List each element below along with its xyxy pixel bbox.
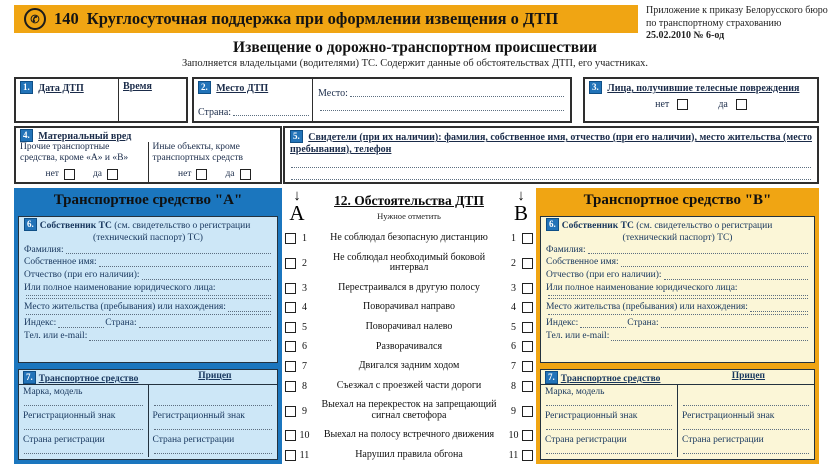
checkbox-a-8[interactable] bbox=[285, 381, 296, 392]
legal-entity-field-2-b[interactable] bbox=[548, 298, 808, 299]
damage-other-vehicles-label: Прочие транспортные средства, кроме «А» и «В» bbox=[20, 142, 129, 163]
address-field-2-a[interactable] bbox=[26, 314, 271, 315]
row-text: Выехал на полосу встречного движения bbox=[323, 429, 495, 441]
vehicle-a-header: Транспортное средство "А" bbox=[53, 192, 243, 208]
make-field-b[interactable] bbox=[546, 404, 672, 406]
owner-panel-b bbox=[540, 216, 815, 363]
vehicle-b-column bbox=[536, 188, 819, 464]
legal-entity-label-b: Или полное наименование юридического лица: bbox=[546, 283, 738, 294]
owner-note-b: (см. свидетельство о регистрации bbox=[636, 221, 773, 231]
reg-country-field-b[interactable] bbox=[546, 452, 672, 454]
section-6-badge-b: 6. bbox=[546, 218, 559, 231]
checkbox-b-3[interactable] bbox=[522, 283, 533, 294]
injuries-label: Лица, получившие телесные повреждения bbox=[607, 83, 800, 94]
circumstance-row-2 bbox=[285, 253, 533, 275]
circumstance-row-9 bbox=[285, 400, 533, 422]
make-field-a[interactable] bbox=[24, 404, 143, 406]
legal-entity-label-a: Или полное наименование юридического лица: bbox=[24, 283, 216, 294]
checkbox-damage-vehicles-no[interactable] bbox=[64, 169, 75, 180]
section-6-badge-a: 6. bbox=[24, 218, 37, 231]
injuries-yes-label: да bbox=[718, 99, 728, 110]
trailer-make-field-b[interactable] bbox=[683, 404, 809, 406]
make-label-a: Марка, модель bbox=[23, 387, 83, 397]
checkbox-b-2[interactable] bbox=[522, 258, 533, 269]
place-field-2[interactable] bbox=[320, 110, 564, 111]
patronymic-field-a[interactable] bbox=[142, 279, 271, 280]
trailer-spacer-a bbox=[153, 387, 274, 398]
address-label-b: Место жительства (пребывания) или нахождения: bbox=[546, 302, 748, 313]
checkbox-a-2[interactable] bbox=[285, 258, 296, 269]
circumstance-row-6 bbox=[285, 341, 533, 352]
make-label-b: Марка, модель bbox=[545, 387, 605, 397]
section-material-damage bbox=[14, 126, 282, 184]
address-field-2-b[interactable] bbox=[548, 314, 808, 315]
section-3-badge: 3. bbox=[589, 81, 602, 94]
damage-other-objects-label: Иные объекты, кроме транспортных средств bbox=[152, 142, 243, 163]
row-num: 4 bbox=[511, 302, 516, 314]
row-text: Не соблюдал необходимый боковой интервал bbox=[332, 251, 486, 274]
row-num: 3 bbox=[302, 282, 307, 294]
damage-vehicles-no-label: нет bbox=[45, 169, 59, 180]
support-banner bbox=[14, 5, 638, 33]
trailer-spacer-b bbox=[682, 387, 810, 398]
row-text: Выехал на перекресток на запрещающий сигнал светофора bbox=[321, 399, 497, 422]
row-text: Двигался задним ходом bbox=[358, 360, 460, 372]
annex-note bbox=[646, 5, 828, 43]
column-letter-a: А bbox=[289, 201, 305, 225]
row-text: Нарушил правила обгона bbox=[355, 449, 463, 461]
checkbox-b-4[interactable] bbox=[522, 302, 533, 313]
owner-country-field-b[interactable] bbox=[661, 327, 808, 328]
plate-field-b[interactable] bbox=[546, 428, 672, 430]
checkbox-a-9[interactable] bbox=[285, 406, 296, 417]
checkbox-a-5[interactable] bbox=[285, 322, 296, 333]
row-num: 3 bbox=[511, 282, 516, 294]
circumstance-row-10 bbox=[285, 430, 533, 441]
trailer-plate-field-b[interactable] bbox=[683, 428, 809, 430]
plate-label-b: Регистрационный знак bbox=[545, 411, 638, 422]
row-num: 1 bbox=[302, 233, 307, 244]
name-label-a: Собственное имя: bbox=[24, 257, 97, 268]
owner-note2-a: (технический паспорт) ТС) bbox=[93, 232, 203, 243]
trailer-country-label-b: Страна регистрации bbox=[682, 435, 764, 446]
arrow-down-icon-a: ↓ bbox=[293, 188, 301, 204]
address-label-a: Место жительства (пребывания) или нахождения: bbox=[24, 302, 226, 313]
row-num: 8 bbox=[302, 380, 307, 392]
name-field-a[interactable] bbox=[99, 266, 271, 267]
section-witnesses bbox=[283, 126, 819, 184]
surname-field-b[interactable] bbox=[588, 253, 808, 254]
owner-country-field-a[interactable] bbox=[139, 327, 271, 328]
owner-title-b: Собственник ТС bbox=[561, 221, 634, 231]
owner-panel-a bbox=[18, 216, 278, 363]
patronymic-field-b[interactable] bbox=[664, 279, 808, 280]
checkbox-damage-vehicles-yes[interactable] bbox=[107, 169, 118, 180]
time-cell[interactable] bbox=[118, 79, 186, 121]
circumstance-row-11 bbox=[285, 450, 533, 461]
damage-vehicles-yes-label: да bbox=[92, 169, 102, 180]
row-num: 1 bbox=[511, 233, 516, 244]
damage-objects-yes-label: да bbox=[225, 169, 235, 180]
column-letter-b: В bbox=[513, 201, 528, 225]
row-num: 9 bbox=[511, 405, 516, 417]
index-field-a[interactable] bbox=[58, 327, 104, 328]
reg-country-label-a: Страна регистрации bbox=[23, 435, 105, 446]
checkbox-b-10[interactable] bbox=[522, 430, 533, 441]
vehicle-panel-b bbox=[540, 369, 815, 460]
support-phone-number: 140 bbox=[54, 9, 79, 28]
row-text: Разворачивался bbox=[375, 340, 443, 352]
row-text: Перестраивался в другую полосу bbox=[338, 281, 480, 293]
date-label: Дата ДТП bbox=[38, 83, 84, 94]
row-num: 8 bbox=[511, 380, 516, 392]
checkbox-injuries-no[interactable] bbox=[677, 99, 688, 110]
checkbox-b-7[interactable] bbox=[522, 361, 533, 372]
row-num: 5 bbox=[511, 321, 516, 333]
country-label: Страна: bbox=[198, 107, 232, 118]
row-num: 6 bbox=[511, 341, 516, 353]
trailer-plate-label-b: Регистрационный знак bbox=[682, 411, 775, 422]
circumstances-list bbox=[285, 233, 533, 464]
row-num: 11 bbox=[508, 449, 519, 461]
owner-country-label-a: Страна: bbox=[105, 318, 137, 329]
circumstances-column bbox=[282, 188, 536, 464]
checkbox-a-7[interactable] bbox=[285, 361, 296, 372]
surname-field-a[interactable] bbox=[66, 253, 271, 254]
reg-country-label-b: Страна регистрации bbox=[545, 435, 627, 446]
checkbox-a-1[interactable] bbox=[285, 233, 296, 244]
plate-label-a: Регистрационный знак bbox=[23, 411, 116, 422]
plate-field-a[interactable] bbox=[24, 428, 143, 430]
row-text: Не соблюдал безопасную дистанцию bbox=[330, 232, 488, 244]
place-dtp-label: Место ДТП bbox=[216, 83, 269, 94]
row-num: 9 bbox=[302, 405, 307, 417]
checkbox-a-11[interactable] bbox=[285, 450, 296, 461]
witnesses-title: Свидетели (при их наличии): фамилия, собственное имя, отчество (при его наличии), место жительства (место пребывания), телефон bbox=[290, 132, 812, 155]
annex-line-1: Приложение к приказу Белорусского бюро по bbox=[646, 5, 828, 29]
owner-note-a: (см. свидетельство о регистрации bbox=[114, 221, 251, 231]
phone-icon: ✆ bbox=[24, 8, 46, 30]
index-label-a: Индекс: bbox=[24, 318, 57, 329]
witnesses-field-1[interactable] bbox=[291, 156, 811, 168]
phone-label-a: Тел. или e-mail: bbox=[24, 330, 88, 341]
damage-title: Материальный вред bbox=[38, 131, 132, 142]
circumstance-row-3 bbox=[285, 283, 533, 294]
annex-line-2: транспортному страхованию bbox=[658, 17, 782, 29]
circumstance-row-8 bbox=[285, 381, 533, 392]
place-label: Место: bbox=[318, 87, 348, 99]
row-num: 7 bbox=[302, 361, 307, 373]
section-7-badge-b: 7. bbox=[545, 371, 558, 384]
vehicle-title-a: Транспортное средство bbox=[38, 374, 139, 384]
owner-note2-b: (технический паспорт) ТС) bbox=[622, 232, 733, 243]
trailer-country-field-a[interactable] bbox=[154, 452, 273, 454]
checkbox-a-4[interactable] bbox=[285, 302, 296, 313]
index-field-b[interactable] bbox=[580, 327, 626, 328]
row-num: 7 bbox=[511, 361, 516, 373]
section-place bbox=[192, 77, 572, 123]
checkbox-a-10[interactable] bbox=[285, 430, 296, 441]
section-injuries bbox=[583, 77, 819, 123]
vehicle-a-column bbox=[14, 188, 282, 464]
circumstance-row-7 bbox=[285, 361, 533, 372]
row-text: Поворачивал налево bbox=[365, 321, 453, 332]
phone-field-a[interactable] bbox=[89, 340, 271, 341]
checkbox-b-11[interactable] bbox=[522, 450, 533, 461]
address-field-a[interactable] bbox=[228, 311, 271, 312]
trailer-title-b: Прицеп bbox=[731, 371, 766, 381]
phone-label-b: Тел. или e-mail: bbox=[546, 330, 610, 341]
legal-entity-field-2-a[interactable] bbox=[26, 298, 271, 299]
checkbox-b-6[interactable] bbox=[522, 341, 533, 352]
checkbox-a-3[interactable] bbox=[285, 283, 296, 294]
section-date-time bbox=[14, 77, 188, 123]
checkbox-damage-objects-no[interactable] bbox=[196, 169, 207, 180]
reg-country-field-a[interactable] bbox=[24, 452, 143, 454]
row-num: 6 bbox=[302, 341, 307, 353]
circumstances-hint: Нужное отметить bbox=[377, 211, 441, 221]
section-2-badge: 2. bbox=[198, 81, 211, 94]
form-subtitle: Заполняется владельцами (водителями) ТС. Содержит данные об обстоятельствах ДТП, его участниках. bbox=[182, 58, 648, 69]
damage-objects-no-label: нет bbox=[177, 169, 192, 180]
row-num: 10 bbox=[508, 430, 519, 442]
section-1-badge: 1. bbox=[20, 81, 33, 94]
name-field-b[interactable] bbox=[621, 266, 808, 267]
place-field[interactable] bbox=[350, 96, 564, 97]
circumstances-title: 12. Обстоятельства ДТП bbox=[334, 193, 484, 208]
patronymic-label-b: Отчество (при его наличии): bbox=[546, 270, 662, 281]
trailer-title-a: Прицеп bbox=[198, 371, 232, 381]
checkbox-b-8[interactable] bbox=[522, 381, 533, 392]
checkbox-a-6[interactable] bbox=[285, 341, 296, 352]
injuries-no-label: нет bbox=[655, 99, 670, 110]
checkbox-b-9[interactable] bbox=[522, 406, 533, 417]
phone-field-b[interactable] bbox=[611, 340, 808, 341]
circumstance-row-4 bbox=[285, 302, 533, 313]
row-num: 10 bbox=[299, 430, 310, 442]
row-num: 5 bbox=[302, 321, 307, 333]
owner-country-label-b: Страна: bbox=[627, 318, 659, 329]
vehicle-b-header: Транспортное средство "В" bbox=[583, 192, 772, 208]
section-7-badge-a: 7. bbox=[23, 371, 36, 384]
section-5-badge: 5. bbox=[290, 130, 303, 143]
legal-entity-field-1-a[interactable] bbox=[26, 295, 271, 296]
legal-entity-field-1-b[interactable] bbox=[548, 295, 808, 296]
country-field[interactable] bbox=[233, 115, 309, 116]
row-text: Съезжал с проезжей части дороги bbox=[336, 379, 482, 391]
index-label-b: Индекс: bbox=[546, 318, 579, 329]
address-field-b[interactable] bbox=[750, 311, 808, 312]
support-banner-text: Круглосуточная поддержка при оформлении извещения о ДТП bbox=[86, 9, 559, 28]
owner-title-a: Собственник ТС bbox=[39, 221, 112, 231]
row-text: Поворачивал направо bbox=[362, 301, 455, 313]
row-num: 4 bbox=[302, 302, 307, 314]
row-num: 2 bbox=[511, 257, 516, 269]
row-num: 2 bbox=[302, 257, 307, 269]
row-num: 11 bbox=[299, 449, 310, 461]
trailer-make-field-a[interactable] bbox=[154, 404, 273, 406]
witnesses-field-2[interactable] bbox=[291, 168, 811, 180]
annex-order-number: 25.02.2010 № 6-од bbox=[646, 30, 725, 41]
arrow-down-icon-b: ↓ bbox=[517, 188, 525, 204]
time-label: Время bbox=[123, 81, 152, 92]
checkbox-damage-objects-yes[interactable] bbox=[240, 169, 251, 180]
checkbox-b-1[interactable] bbox=[522, 233, 533, 244]
checkbox-injuries-yes[interactable] bbox=[736, 99, 747, 110]
surname-label-b: Фамилия: bbox=[546, 244, 586, 255]
form-title: Извещение о дорожно-транспортном происшествии bbox=[233, 39, 597, 56]
vehicle-panel-a bbox=[18, 369, 278, 460]
trailer-country-field-b[interactable] bbox=[683, 452, 809, 454]
patronymic-label-a: Отчество (при его наличии): bbox=[24, 270, 140, 281]
trailer-plate-field-a[interactable] bbox=[154, 428, 273, 430]
section-4-badge: 4. bbox=[20, 129, 33, 142]
vehicle-title-b: Транспортное средство bbox=[560, 374, 661, 384]
circumstance-row-5 bbox=[285, 322, 533, 333]
name-label-b: Собственное имя: bbox=[546, 257, 619, 268]
trailer-country-label-a: Страна регистрации bbox=[152, 435, 235, 446]
trailer-plate-label-a: Регистрационный знак bbox=[152, 411, 245, 422]
surname-label-a: Фамилия: bbox=[24, 244, 64, 255]
circumstance-row-1 bbox=[285, 233, 533, 244]
checkbox-b-5[interactable] bbox=[522, 322, 533, 333]
